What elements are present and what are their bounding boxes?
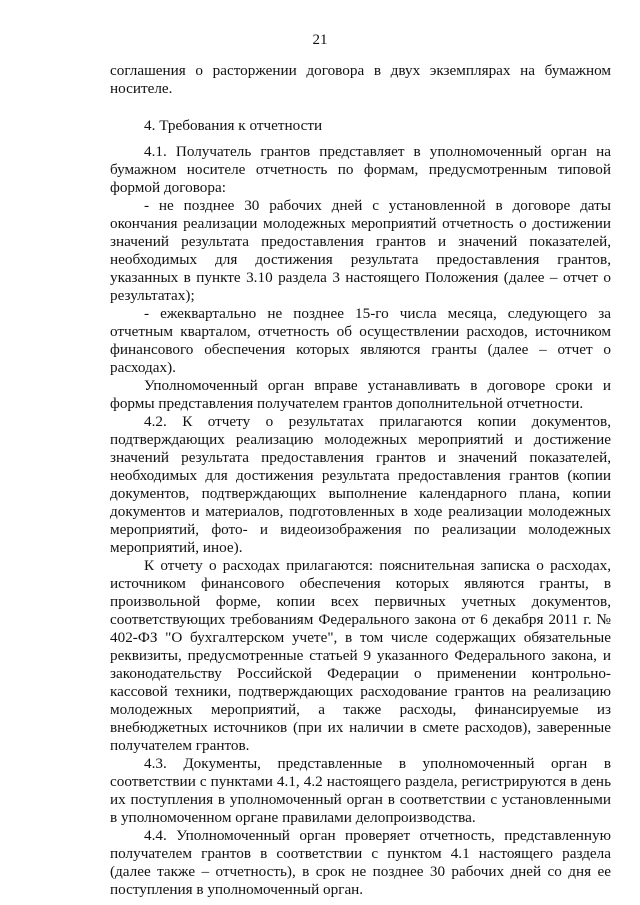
list-item-results-report: - не позднее 30 рабочих дней с установленной в договоре даты окончания реализации молодежных мероприятий отчетность о достижении значений результата предоставления грантов и значений показателей, необходимых для достижения результата предоставления грантов, указанных в пункте 3.10 раздела 3 настоящего Положения (далее – отчет о результатах); <box>110 197 611 304</box>
section-heading: 4. Требования к отчетности <box>144 117 323 134</box>
paragraph-expenses-attachments: К отчету о расходах прилагаются: пояснительная записка о расходах, источником финансового обеспечения которых являются гранты, в произвольной форме, копии всех первичных учетных документов, соответствующих требованиям Федерального закона от 6 декабря 2011 г. № 402-ФЗ "О бухгалтерском учете", в том числе содержащих обязательные реквизиты, предусмотренные статьей 9 указанного Федерального закона, и законодательству Российской Федерации о применении контрольно-кассовой техники, подтверждающих расходование грантов на реализацию молодежных мероприятий, а также расходы, финансируемые из внебюджетных источников (при их наличии в смете расходов), заверенные получателем грантов. <box>110 557 611 754</box>
continuation-paragraph: соглашения о расторжении договора в двух экземплярах на бумажном носителе. <box>110 62 611 97</box>
document-body <box>110 62 611 899</box>
page-number: 21 <box>312 32 328 48</box>
paragraph-4-3: 4.3. Документы, представленные в уполномоченный орган в соответствии с пунктами 4.1, 4.2 настоящего раздела, регистрируются в день их поступления в уполномоченный орган в соответствии с установленными в уполномоченном органе правилами делопроизводства. <box>110 755 611 826</box>
list-item-expenses-report: - ежеквартально не позднее 15-го числа месяца, следующего за отчетным кварталом, отчетность об осуществлении расходов, источником финансового обеспечения которых являются гранты (далее – отчет о расходах). <box>110 305 611 376</box>
paragraph-4-1: 4.1. Получатель грантов представляет в уполномоченный орган на бумажном носителе отчетность по формам, предусмотренным типовой формой договора: <box>110 143 611 196</box>
paragraph-4-4: 4.4. Уполномоченный орган проверяет отчетность, представленную получателем грантов в соответствии с пунктом 4.1 настоящего раздела (далее также – отчетность), в срок не позднее 30 рабочих дней со дня ее поступления в уполномоченный орган. <box>110 827 611 898</box>
paragraph-4-2: 4.2. К отчету о результатах прилагаются копии документов, подтверждающих реализацию молодежных мероприятий и достижение значений результата предоставления грантов и значений показателей, необходимых для достижения результата предоставления грантов (копии документов, подтверждающих выполнение календарного плана, копии документов и материалов, подготовленных в ходе реализации молодежных мероприятий, фото- и видеоизображения по реализации молодежных мероприятий, иное). <box>110 413 611 556</box>
paragraph-additional-reporting: Уполномоченный орган вправе устанавливать в договоре сроки и формы представления получателем грантов дополнительной отчетности. <box>110 377 611 412</box>
